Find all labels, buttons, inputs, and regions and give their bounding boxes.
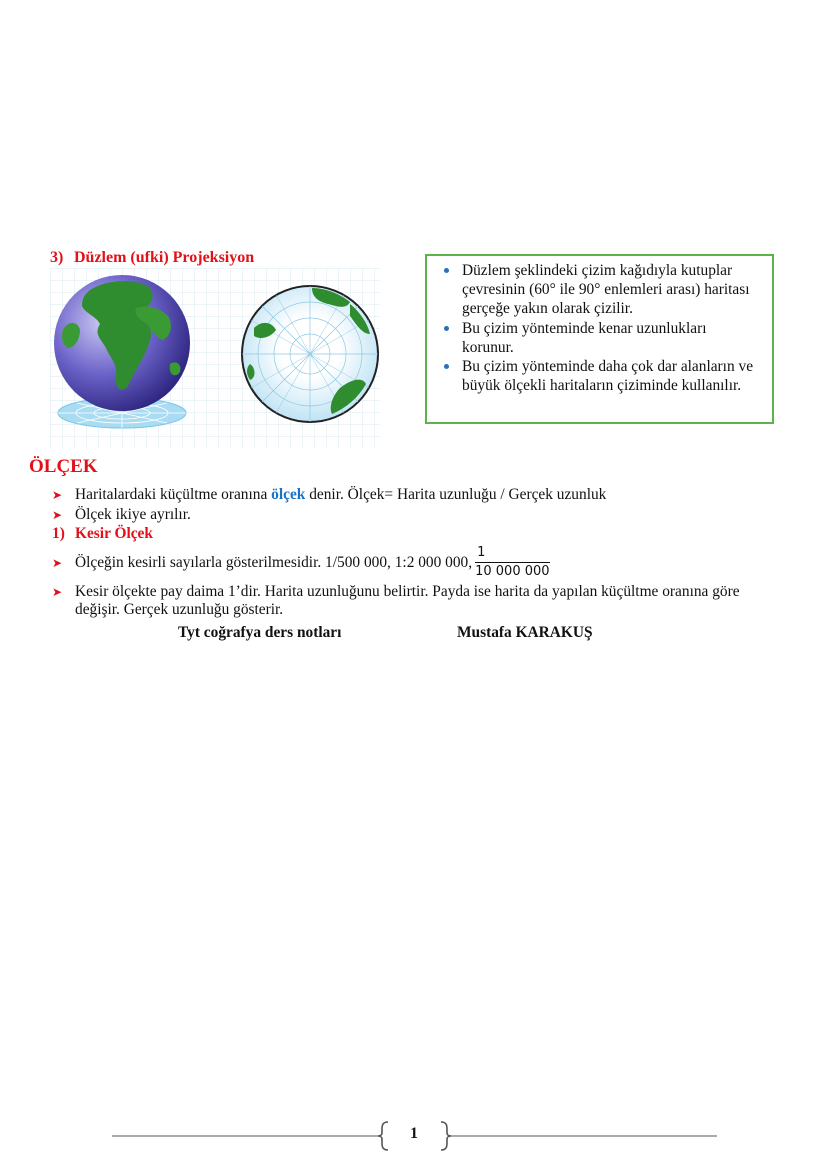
- page-number: 1: [410, 1125, 418, 1142]
- bullet-dot-icon: [444, 268, 449, 273]
- info-bullet-list: [437, 261, 762, 395]
- fraction: [475, 545, 549, 580]
- subsection-number: 1): [52, 525, 65, 542]
- polar-projection-map: [242, 286, 378, 422]
- bullet-text-part: denir. Ölçek= Harita uzunluğu / Gerçek uzunluk: [305, 486, 607, 503]
- bullet-text: Ölçeğin kesirli sayılarla gösterilmesidir. 1/500 000, 1:2 000 000,: [75, 553, 473, 571]
- bullet-text: Kesir ölçekte pay daima 1’dir. Harita uzunluğunu belirtir. Payda ise harita da yapılan küçültme oranına göre değişir. Gerçek uzunluğu gösterir.: [75, 583, 740, 618]
- arrowhead-bullet-icon: ➤: [52, 488, 63, 502]
- fraction-denominator: 10 000 000: [475, 564, 550, 579]
- info-bullet-text: Bu çizim yönteminde daha çok dar alanların ve büyük ölçekli haritaların çiziminde kullanılır.: [462, 358, 754, 395]
- course-notes-label: Tyt coğrafya ders notları: [178, 624, 342, 641]
- section-heading-duzlem-projeksiyon: [50, 249, 254, 267]
- info-bullet-text: Bu çizim yönteminde kenar uzunlukları korunur.: [462, 319, 707, 356]
- info-box: [425, 254, 774, 424]
- arrowhead-bullet-icon: ➤: [52, 508, 63, 522]
- arrowhead-bullet-icon: ➤: [52, 555, 63, 570]
- bullet-text-part: Haritalardaki küçültme oranına: [75, 486, 272, 503]
- bullet-dot-icon: [444, 364, 449, 369]
- highlighted-term: ölçek: [271, 486, 306, 503]
- arrowhead-bullet-icon: ➤: [52, 585, 63, 599]
- section-number: 3): [50, 249, 64, 266]
- info-bullet-text: Düzlem şeklindeki çizim kağıdıyla kutuplar çevresinin (60° ile 90° enlemleri arası) haritası gerçeğe yakın olarak çizilir.: [462, 262, 750, 318]
- section-title: Düzlem (ufki) Projeksiyon: [74, 249, 255, 266]
- subsection-title: Kesir Ölçek: [75, 525, 153, 542]
- olcek-title: ÖLÇEK: [29, 456, 98, 477]
- olcek-definition-bullet: [52, 486, 606, 505]
- planar-projection-figure: [50, 268, 380, 448]
- bullet-text: [75, 486, 606, 504]
- info-bullet: [437, 319, 762, 357]
- bullet-dot-icon: [444, 326, 449, 331]
- olcek-types-bullet: [52, 506, 191, 525]
- info-bullet: [437, 261, 762, 319]
- author-name: Mustafa KARAKUŞ: [457, 624, 593, 641]
- info-bullet: [437, 357, 762, 395]
- fraction-numerator: 1: [475, 545, 549, 563]
- bullet-text: Ölçek ikiye ayrılır.: [75, 506, 191, 523]
- globe-icon: [54, 275, 190, 411]
- kesir-definition-bullet: [52, 545, 550, 580]
- subsection-heading-kesir-olcek: [52, 525, 153, 543]
- kesir-explanation-bullet: [52, 583, 772, 619]
